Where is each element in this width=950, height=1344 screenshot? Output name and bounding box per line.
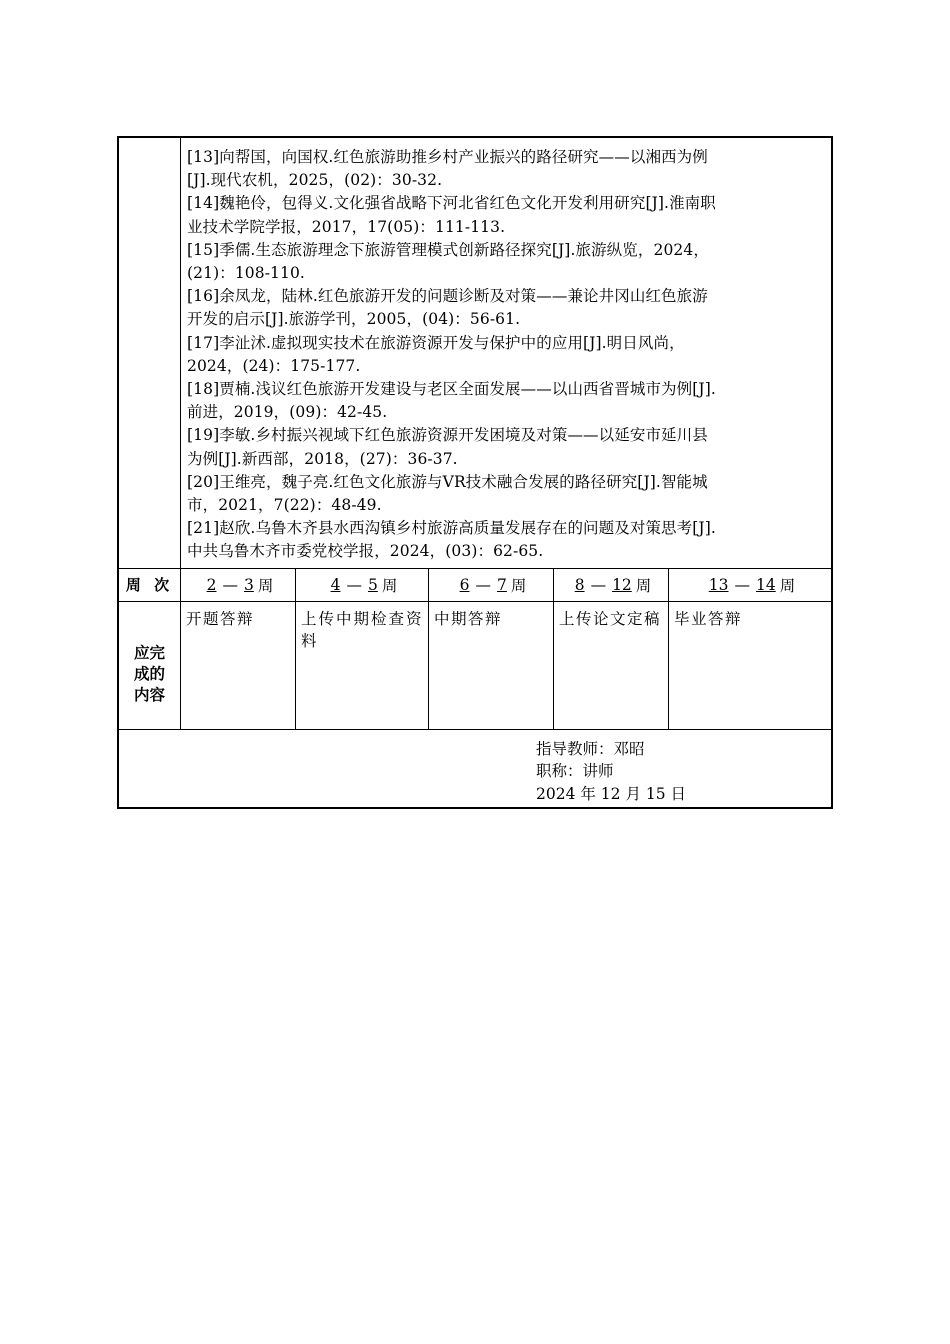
signature-row <box>119 730 831 807</box>
reference-line: 中共乌鲁木齐市委党校学报，2024，(03)：62-65. <box>187 542 544 561</box>
week-unit: 周 <box>510 576 527 595</box>
reference-line: 开发的启示[J].旅游学刊，2005，(04)：56-61. <box>187 310 521 329</box>
week-row <box>119 569 831 602</box>
references-label-cell <box>119 138 181 568</box>
week-dash: — <box>346 575 362 594</box>
week-range-1 <box>181 569 296 601</box>
reference-line: [17]李沚沭.虚拟现实技术在旅游资源开发与保护中的应用[J].明日风尚， <box>187 333 685 352</box>
week-dash: — <box>475 575 491 594</box>
week-end: 5 <box>367 575 378 594</box>
reference-line: [16]余凤龙，陆林.红色旅游开发的问题诊断及对策——兼论井冈山红色旅游 <box>187 287 708 306</box>
task-cell: 上传论文定稿 <box>554 602 669 729</box>
content-row <box>119 602 831 730</box>
week-dash: — <box>590 575 607 594</box>
reference-line: 为例[J].新西部，2018，(27)：36-37. <box>187 449 458 468</box>
reference-line: [20]王维亮，魏子亮.红色文化旅游与VR技术融合发展的路径研究[J].智能城 <box>187 472 708 491</box>
reference-line: [14]魏艳伶，包得义.文化强省战略下河北省红色文化开发利用研究[J].淮南职 <box>187 194 716 213</box>
week-end: 7 <box>496 575 507 594</box>
task-table <box>117 136 833 809</box>
reference-list <box>181 138 831 568</box>
week-unit: 周 <box>257 576 274 595</box>
reference-line: [13]向帮国，向国权.红色旅游助推乡村产业振兴的路径研究——以湘西为例 <box>187 148 708 166</box>
reference-line: [19]李敏.乡村振兴视域下红色旅游资源开发困境及对策——以延安市延川县 <box>187 426 708 445</box>
week-end: 12 <box>612 575 632 594</box>
week-start: 6 <box>459 575 470 594</box>
content-header-label: 应完成的内容 <box>133 643 165 704</box>
content-header <box>119 602 181 729</box>
week-start: 4 <box>330 575 341 594</box>
reference-line: 2024，(24)：175-177. <box>187 356 361 375</box>
week-range-3 <box>429 569 554 601</box>
reference-line: [18]贾楠.浅议红色旅游开发建设与老区全面发展——以山西省晋城市为例[J]. <box>187 380 716 399</box>
week-start: 13 <box>708 575 729 594</box>
reference-line: 前进，2019，(09)：42-45. <box>187 403 388 422</box>
signature-date: 2024 年 12 月 15 日 <box>536 784 687 803</box>
references-row <box>119 138 831 569</box>
signature-block <box>536 738 686 806</box>
week-dash: — <box>734 575 750 594</box>
week-unit: 周 <box>381 576 398 595</box>
task-cell: 上传中期检查资料 <box>296 602 429 729</box>
reference-line: [J].现代农机，2025，(02)：30-32. <box>187 171 443 190</box>
reference-line: [21]赵欣.乌鲁木齐县水西沟镇乡村旅游高质量发展存在的问题及对策思考[J]. <box>187 519 716 538</box>
advisor-title: 职称：讲师 <box>536 762 614 781</box>
week-range-5 <box>669 569 831 601</box>
task-cell: 中期答辩 <box>429 602 554 729</box>
week-header: 周 次 <box>119 569 181 601</box>
advisor-name: 指导教师：邓昭 <box>536 739 645 758</box>
week-start: 2 <box>206 575 217 594</box>
week-end: 14 <box>755 575 776 594</box>
task-cell: 开题答辩 <box>181 602 296 729</box>
week-range-2 <box>296 569 429 601</box>
reference-line: 业技术学院学报，2017，17(05)：111-113. <box>187 217 506 236</box>
week-unit: 周 <box>779 576 796 595</box>
week-start: 8 <box>574 575 585 594</box>
reference-line: [15]季儒.生态旅游理念下旅游管理模式创新路径探究[J].旅游纵览，2024， <box>187 240 709 259</box>
week-range-4 <box>554 569 669 601</box>
week-end: 3 <box>243 575 254 594</box>
task-cell: 毕业答辩 <box>674 609 743 628</box>
week-unit: 周 <box>635 576 652 595</box>
week-dash: — <box>222 575 238 594</box>
reference-line: 市，2021，7(22)：48-49. <box>187 496 382 515</box>
reference-line: (21)：108-110. <box>187 264 305 283</box>
